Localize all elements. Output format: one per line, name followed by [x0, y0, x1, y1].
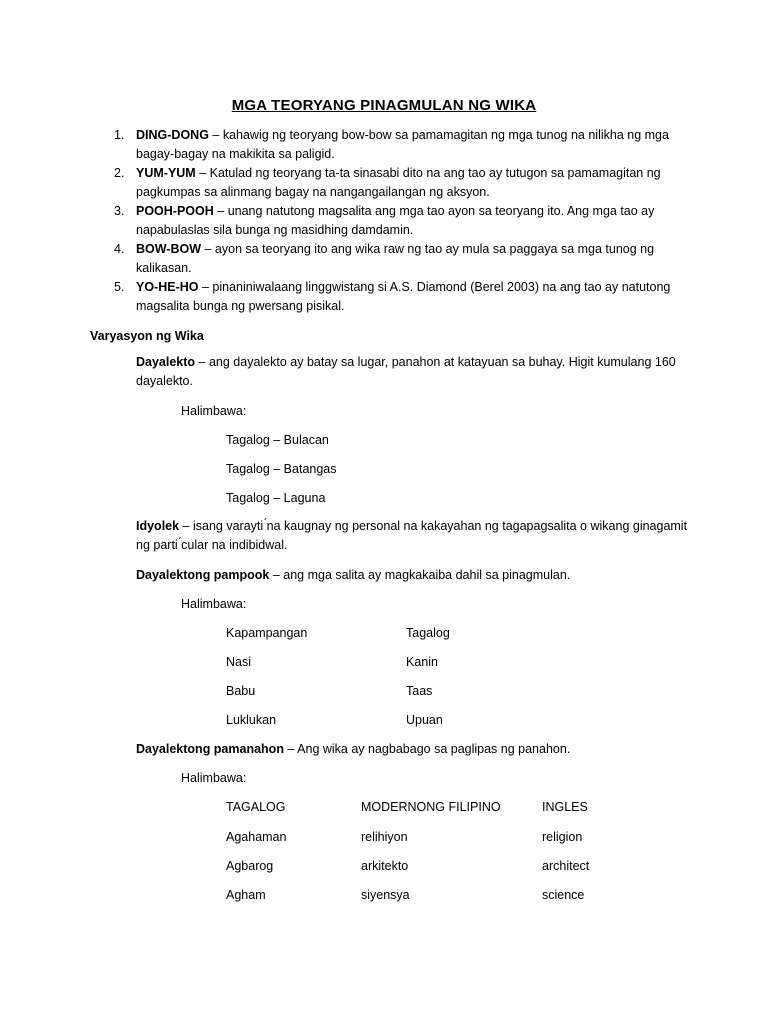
theory-text: ayon sa teoryang ito ang wika raw ng tao ay mula sa paggaya sa mga tunog ng kalikasan.: [136, 242, 655, 275]
pampook-cell: Tagalog: [406, 626, 450, 640]
theory-item: [114, 126, 674, 164]
theory-number: 2.: [114, 166, 125, 180]
theory-text: unang natutong magsalita ang mga tao ayon sa teoryang ito. Ang mga tao ay napabulaslas sila bunga ng masidhing damdamin.: [136, 204, 655, 237]
dayalekto-term: Dayalekto: [136, 355, 196, 369]
pampook-paragraph: [136, 566, 696, 585]
pamanahon-example-label: Halimbawa:: [181, 771, 247, 785]
pampook-cell: Luklukan: [226, 713, 277, 727]
dayalekto-text: – ang dayalekto ay batay sa lugar, panahon at katayuan sa buhay. Higit kumulang 160 dayalekto.: [136, 355, 676, 388]
pamanahon-cell: arkitekto: [361, 859, 409, 873]
pampook-cell: Taas: [406, 684, 433, 698]
theory-item: [114, 202, 674, 240]
pamanahon-cell: relihiyon: [361, 830, 408, 844]
pamanahon-cell: architect: [542, 859, 590, 873]
dayalekto-example: Tagalog – Batangas: [226, 462, 337, 476]
theory-term: BOW-BOW: [136, 242, 202, 256]
theory-term: YUM-YUM: [136, 166, 196, 180]
theory-term: POOH-POOH: [136, 204, 214, 218]
theory-term: DING-DONG: [136, 128, 209, 142]
dayalekto-example: Tagalog – Bulacan: [226, 433, 329, 447]
theory-term: YO-HE-HO: [136, 280, 199, 294]
theory-separator: –: [195, 166, 210, 180]
theory-number: 5.: [114, 280, 125, 294]
pampook-cell: Kanin: [406, 655, 438, 669]
pamanahon-cell: Agahaman: [226, 830, 287, 844]
theory-separator: –: [213, 204, 228, 218]
pampook-text: – ang mga salita ay magkakaiba dahil sa pinagmulan.: [269, 568, 571, 582]
pamanahon-cell: religion: [542, 830, 583, 844]
theory-separator: –: [201, 242, 215, 256]
pampook-cell: Upuan: [406, 713, 443, 727]
idyolek-text: – isang varayti ́na kaugnay ng personal na kakayahan ng tagapagsalita o wikang ginagamit ng parti ́cular na indibidwal.: [136, 519, 688, 552]
idyolek-paragraph: [136, 517, 696, 555]
pamanahon-cell: Agham: [226, 888, 266, 902]
pampook-cell: Nasi: [226, 655, 252, 669]
dayalekto-example-label: Halimbawa:: [181, 404, 247, 418]
theory-separator: –: [198, 280, 213, 294]
pampook-example-label: Halimbawa:: [181, 597, 247, 611]
pamanahon-term: Dayalektong pamanahon: [136, 742, 284, 756]
document-title: MGA TEORYANG PINAGMULAN NG WIKA: [231, 97, 537, 114]
theory-item: [114, 278, 674, 316]
theory-number: 3.: [114, 204, 125, 218]
pampook-term: Dayalektong pampook: [136, 568, 270, 582]
variation-heading: Varyasyon ng Wika: [90, 329, 204, 343]
theory-separator: –: [208, 128, 223, 142]
pamanahon-paragraph: [136, 740, 696, 759]
theory-list: [114, 126, 674, 316]
dayalekto-example: Tagalog – Laguna: [226, 491, 326, 505]
pamanahon-header: TAGALOG: [226, 800, 286, 814]
pamanahon-cell: siyensya: [361, 888, 410, 902]
pamanahon-header: INGLES: [542, 800, 588, 814]
pampook-cell: Kapampangan: [226, 626, 308, 640]
theory-text: Katulad ng teoryang ta-ta sinasabi dito na ang tao ay tutugon sa pamamagitan ng pagkumpas sa alinmang bagay na nangangailangan ng aksyon.: [136, 166, 661, 199]
pamanahon-header: MODERNONG FILIPINO: [361, 800, 501, 814]
theory-item: [114, 240, 674, 278]
idyolek-term: Idyolek: [136, 519, 180, 533]
pampook-cell: Babu: [226, 684, 256, 698]
theory-number: 4.: [114, 242, 125, 256]
theory-text: pinaniniwalaang linggwistang si A.S. Diamond (Berel 2003) na ang tao ay natutong magsalita bunga ng pwersang pisikal.: [136, 280, 671, 313]
theory-text: kahawig ng teoryang bow-bow sa pamamagitan ng mga tunog na nilikha ng mga bagay-bagay na makikita sa paligid.: [136, 128, 669, 161]
pamanahon-cell: Agbarog: [226, 859, 274, 873]
pamanahon-text: – Ang wika ay nagbabago sa paglipas ng panahon.: [283, 742, 571, 756]
dayalekto-paragraph: [136, 353, 696, 391]
theory-item: [114, 164, 674, 202]
pamanahon-cell: science: [542, 888, 585, 902]
theory-number: 1.: [114, 128, 125, 142]
